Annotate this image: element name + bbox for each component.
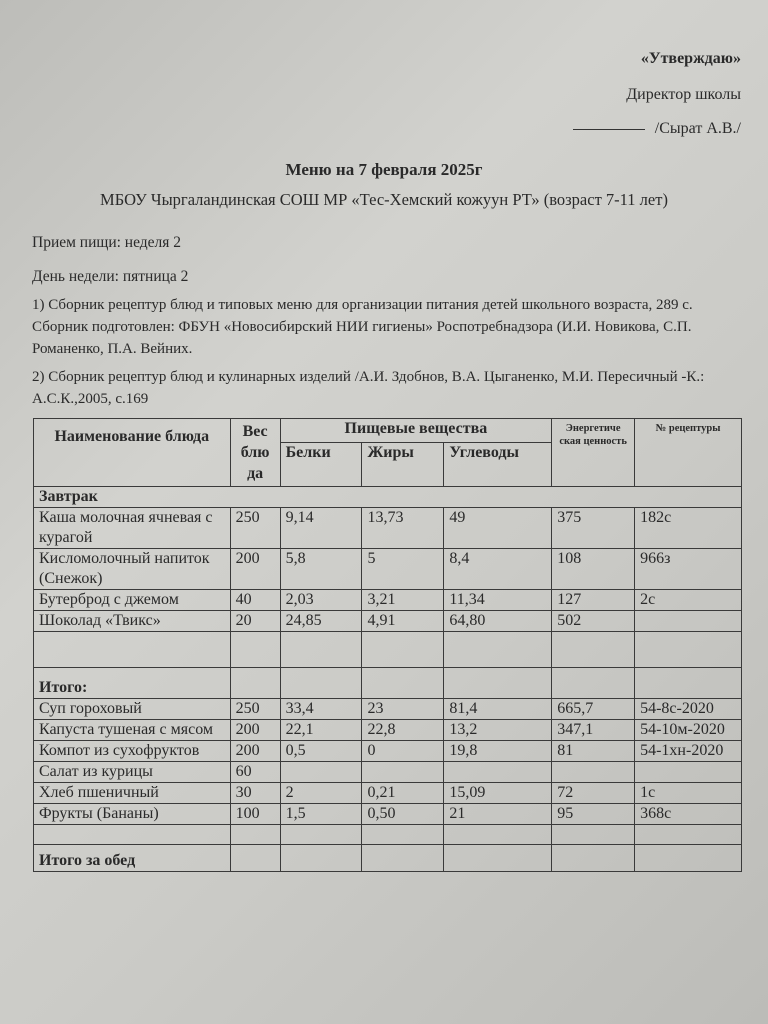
breakfast-rows	[34, 508, 742, 632]
cell-energy: 81	[552, 741, 635, 762]
cell-protein: 33,4	[280, 699, 362, 720]
header-fat: Жиры	[362, 443, 444, 487]
approval-position: Директор школы	[626, 86, 741, 103]
cell-protein: 0,5	[280, 741, 362, 762]
cell-recipe: 966з	[635, 549, 742, 590]
table-row	[34, 590, 742, 611]
cell-fat: 4,91	[362, 611, 444, 632]
meal-week: Прием пищи: неделя 2	[32, 234, 182, 251]
page-title: Меню на 7 февраля 2025г	[285, 160, 483, 179]
cell-protein: 9,14	[280, 508, 362, 549]
school-name: МБОУ Чыргаландинская СОШ МР «Тес-Хемский кожуун РТ» (возраст 7-11 лет)	[100, 190, 668, 209]
header-name: Наименование блюда	[34, 419, 231, 487]
cell-carbs: 64,80	[444, 611, 552, 632]
cell-protein	[280, 762, 362, 783]
table-row	[34, 783, 742, 804]
header-energy: Энергетиче ская ценность	[552, 419, 635, 487]
reference-1: 1) Сборник рецептур блюд и типовых меню для организации питания детей школьного возраста, 289 с. Сборник подготовлен: ФБУН «Новосибирский НИИ гигиены» Роспотребнадзора (И.И. Новикова, С.П. Романенко, П.А. Вейних.	[32, 297, 693, 357]
cell-weight: 100	[230, 804, 280, 825]
cell-name: Суп гороховый	[34, 699, 231, 720]
cell-carbs: 8,4	[444, 549, 552, 590]
cell-name: Каша молочная ячневая с курагой	[34, 508, 231, 549]
empty-row	[34, 632, 742, 668]
section-breakfast-label: Завтрак	[34, 487, 742, 508]
cell-name: Бутерброд с джемом	[34, 590, 231, 611]
signature-line	[573, 128, 645, 130]
cell-weight: 60	[230, 762, 280, 783]
cell-energy: 502	[552, 611, 635, 632]
table-row	[34, 699, 742, 720]
cell-recipe: 182с	[635, 508, 742, 549]
cell-name: Салат из курицы	[34, 762, 231, 783]
cell-carbs: 49	[444, 508, 552, 549]
breakfast-total-row	[34, 668, 742, 699]
cell-energy: 108	[552, 549, 635, 590]
cell-recipe	[635, 762, 742, 783]
table-header-row	[34, 419, 742, 443]
cell-carbs: 81,4	[444, 699, 552, 720]
approval-stamp: «Утверждаю»	[640, 50, 741, 67]
section-breakfast	[34, 487, 742, 508]
header-protein: Белки	[280, 443, 362, 487]
breakfast-total-label: Итого:	[34, 668, 231, 699]
cell-weight: 200	[230, 549, 280, 590]
cell-energy: 375	[552, 508, 635, 549]
cell-protein: 5,8	[280, 549, 362, 590]
lunch-total-row	[34, 845, 742, 872]
cell-carbs: 11,34	[444, 590, 552, 611]
cell-fat: 5	[362, 549, 444, 590]
cell-protein: 1,5	[280, 804, 362, 825]
cell-recipe: 1с	[635, 783, 742, 804]
cell-fat: 23	[362, 699, 444, 720]
cell-weight: 250	[230, 508, 280, 549]
table-row	[34, 549, 742, 590]
approval-signature-block	[573, 120, 741, 138]
cell-energy: 72	[552, 783, 635, 804]
cell-carbs: 13,2	[444, 720, 552, 741]
header-weight: Вес блю да	[230, 419, 280, 487]
cell-name: Кисломолочный напиток (Снежок)	[34, 549, 231, 590]
lunch-total-label: Итого за обед	[34, 845, 231, 872]
table-row	[34, 804, 742, 825]
cell-carbs: 15,09	[444, 783, 552, 804]
cell-carbs	[444, 762, 552, 783]
cell-energy: 347,1	[552, 720, 635, 741]
table-row	[34, 762, 742, 783]
cell-weight: 20	[230, 611, 280, 632]
cell-protein: 24,85	[280, 611, 362, 632]
cell-fat: 0,21	[362, 783, 444, 804]
cell-recipe: 54-8с-2020	[635, 699, 742, 720]
cell-fat: 0	[362, 741, 444, 762]
cell-energy	[552, 762, 635, 783]
cell-name: Шоколад «Твикс»	[34, 611, 231, 632]
cell-name: Фрукты (Бананы)	[34, 804, 231, 825]
cell-energy: 127	[552, 590, 635, 611]
menu-table	[33, 418, 742, 872]
weekday: День недели: пятница 2	[32, 268, 189, 285]
table-row	[34, 741, 742, 762]
cell-recipe: 368с	[635, 804, 742, 825]
cell-recipe: 54-1хн-2020	[635, 741, 742, 762]
table-row	[34, 720, 742, 741]
cell-recipe: 2с	[635, 590, 742, 611]
cell-name: Капуста тушеная с мясом	[34, 720, 231, 741]
cell-energy: 95	[552, 804, 635, 825]
cell-carbs: 21	[444, 804, 552, 825]
cell-name: Компот из сухофруктов	[34, 741, 231, 762]
cell-protein: 2,03	[280, 590, 362, 611]
table-row	[34, 508, 742, 549]
reference-2: 2) Сборник рецептур блюд и кулинарных изделий /А.И. Здобнов, В.А. Цыганенко, М.И. Пересичный -К.: А.С.К.,2005, с.169	[32, 369, 705, 407]
header-carbs: Углеводы	[444, 443, 552, 487]
cell-weight: 250	[230, 699, 280, 720]
header-nutrients: Пищевые вещества	[280, 419, 552, 443]
cell-weight: 30	[230, 783, 280, 804]
cell-protein: 2	[280, 783, 362, 804]
cell-fat: 3,21	[362, 590, 444, 611]
cell-weight: 200	[230, 720, 280, 741]
header-recipe: № рецептуры	[635, 419, 742, 487]
cell-fat: 22,8	[362, 720, 444, 741]
empty-row	[34, 825, 742, 845]
cell-weight: 40	[230, 590, 280, 611]
cell-fat: 13,73	[362, 508, 444, 549]
cell-protein: 22,1	[280, 720, 362, 741]
cell-carbs: 19,8	[444, 741, 552, 762]
cell-energy: 665,7	[552, 699, 635, 720]
cell-weight: 200	[230, 741, 280, 762]
approval-signature: /Сырат А.В./	[654, 120, 741, 137]
table-row	[34, 611, 742, 632]
cell-name: Хлеб пшеничный	[34, 783, 231, 804]
cell-recipe	[635, 611, 742, 632]
lunch-rows	[34, 699, 742, 825]
cell-fat	[362, 762, 444, 783]
cell-fat: 0,50	[362, 804, 444, 825]
cell-recipe: 54-10м-2020	[635, 720, 742, 741]
